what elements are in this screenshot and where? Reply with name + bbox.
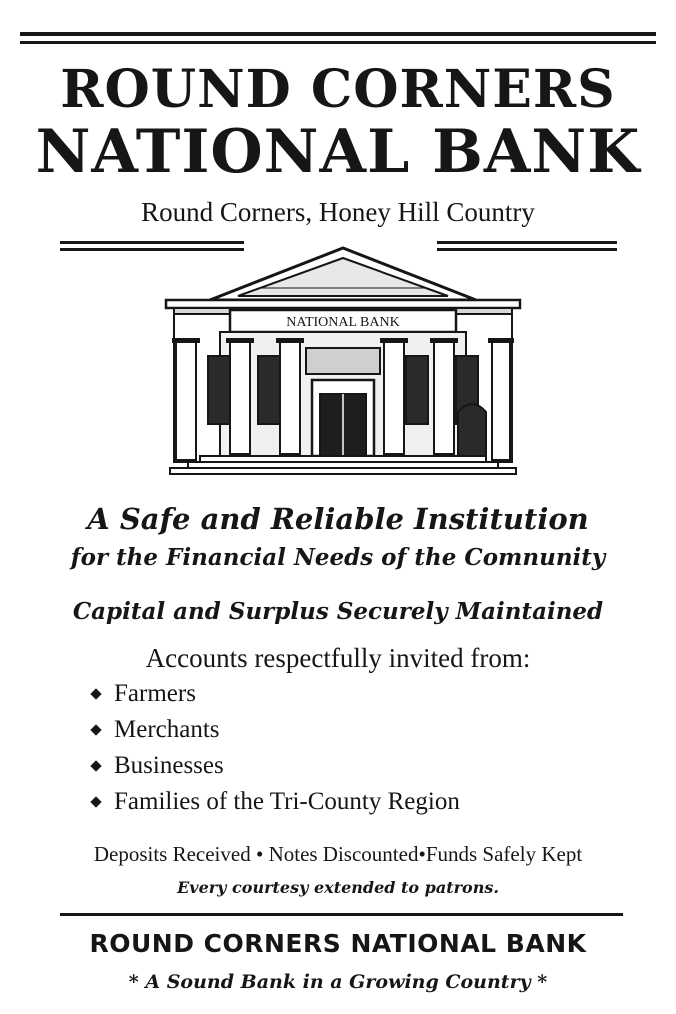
list-item: Families of the Tri-County Region	[88, 784, 460, 820]
courtesy-line: Every courtesy extended to patrons.	[177, 878, 499, 897]
service-funds: Funds Safely Kept	[425, 842, 583, 866]
bank-title-line2: NATIONAL BANK	[35, 117, 641, 187]
top-rule-2	[20, 41, 656, 44]
service-deposits: Deposits Received	[93, 842, 251, 866]
building-sign-text: NATIONAL BANK	[286, 315, 400, 330]
separator-dot: •	[255, 842, 264, 866]
separator-dot: •	[418, 842, 426, 866]
footer-bank-name: ROUND CORNERS NATIONAL BANK	[89, 929, 587, 958]
accounts-intro: Accounts respectfully invited from:	[145, 643, 531, 673]
service-notes: Notes Discounted	[268, 842, 419, 866]
headline-line2: for the Financial Needs of the Comnunity	[70, 544, 606, 571]
list-item: Businesses	[88, 748, 460, 784]
headline-line1: A Safe and Reliable Institution	[87, 502, 589, 536]
bank-title-line1: ROUND CORNERS	[60, 59, 616, 120]
footer-rule	[60, 913, 623, 916]
diamond-bullet-icon	[90, 760, 101, 771]
list-item: Merchants	[88, 712, 460, 748]
capital-line: Capital and Surplus Securely Maintained	[72, 598, 604, 625]
footer-motto-line	[0, 971, 676, 993]
footer-motto: A Sound Bank in a Growing Country	[145, 971, 531, 993]
star-icon: *	[128, 971, 139, 993]
services-line	[0, 842, 676, 867]
list-item: Farmers	[88, 676, 460, 712]
diamond-bullet-icon	[90, 796, 101, 807]
diamond-bullet-icon	[90, 724, 101, 735]
top-rule-1	[20, 32, 656, 36]
star-icon: *	[537, 971, 548, 993]
location-line: Round Corners, Honey Hill Country	[141, 197, 535, 227]
diamond-bullet-icon	[90, 688, 101, 699]
account-types-list	[88, 676, 460, 820]
bank-building-illustration	[160, 244, 526, 476]
